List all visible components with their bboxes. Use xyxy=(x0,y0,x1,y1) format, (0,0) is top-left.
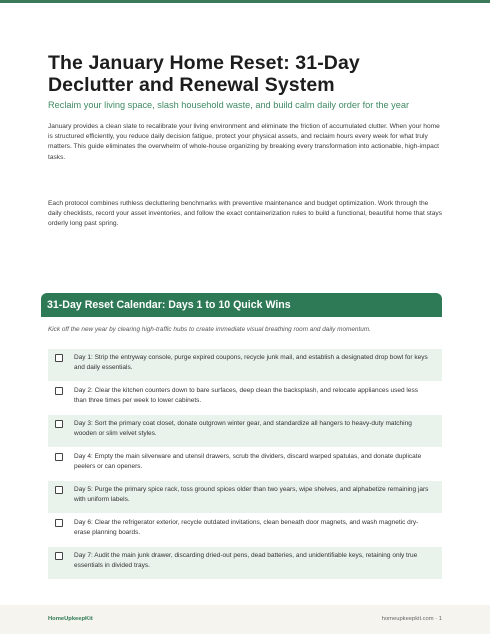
page-title: The January Home Reset: 31-Day Declutter and Renewal System xyxy=(48,52,360,96)
task-row xyxy=(48,349,442,382)
task-row xyxy=(48,382,442,415)
task-text: Day 6: Clear the refrigerator exterior, recycle outdated invitations, clean beneath door magnets, and wash magnetic dry-erase planning boards. xyxy=(74,519,419,536)
task-checkbox[interactable] xyxy=(55,354,63,362)
task-row xyxy=(48,415,442,448)
task-text: Day 3: Sort the primary coat closet, donate outgrown winter gear, and standardize all hangers to heavy-duty matching wooden or slim velvet styles. xyxy=(74,420,412,437)
intro-paragraph: January provides a clean slate to recalibrate your living environment and eliminate the friction of accumulated clutter. When your home is structured efficiently, you reduce daily decision fatigue, protect your physical assets, and reclaim hours every week for what truly matters. This guide eliminates the overwhelm of whole-house organizing by breaking every transformation into actionable, high-impact tasks. xyxy=(48,123,440,161)
method-paragraph: Each protocol combines ruthless decluttering benchmarks with preventive maintenance and budget optimization. Work through the daily checklists, record your asset inventories, and follow the exact containerization rules to build a functional, beautiful home that stays orderly long past spring. xyxy=(48,199,443,228)
task-row xyxy=(48,448,442,481)
page-subtitle: Reclaim your living space, slash household waste, and build calm daily order for the year xyxy=(48,100,410,110)
task-text: Day 2: Clear the kitchen counters down to bare surfaces, deep clean the backsplash, and relocate appliances used less than three times per week to lower cabinets. xyxy=(74,387,418,404)
section-banner xyxy=(41,293,442,317)
section-title: 31-Day Reset Calendar: Days 1 to 10 Quick Wins xyxy=(47,299,291,311)
task-row xyxy=(48,481,442,514)
task-text: Day 5: Purge the primary spice rack, toss ground spices older than two years, wipe shelves, and alphabetize remaining jars with uniform labels. xyxy=(74,486,429,503)
task-text: Day 7: Audit the main junk drawer, discarding dried-out pens, dead batteries, and unidentifiable keys, retaining only true essentials in divided trays. xyxy=(74,552,418,569)
task-checkbox[interactable] xyxy=(55,453,63,461)
footer-brand: HomeUpkeepKit xyxy=(48,616,93,622)
footer-page-info: homeupkeepkit.com · 1 xyxy=(381,616,442,622)
task-checkbox[interactable] xyxy=(55,519,63,527)
task-text: Day 4: Empty the main silverware and utensil drawers, scrub the dividers, discard warped spatulas, and donate duplicate peelers or can openers. xyxy=(74,453,422,470)
section-intro: Kick off the new year by clearing high-traffic hubs to create immediate visual breathing room and daily momentum. xyxy=(48,326,371,333)
page-footer xyxy=(0,605,490,634)
task-checkbox[interactable] xyxy=(55,486,63,494)
task-row xyxy=(48,547,442,580)
task-checkbox[interactable] xyxy=(55,552,63,560)
task-checkbox[interactable] xyxy=(55,420,63,428)
task-checkbox[interactable] xyxy=(55,387,63,395)
task-list xyxy=(48,349,442,580)
top-rule xyxy=(0,0,490,3)
document-header xyxy=(48,52,442,229)
task-row xyxy=(48,514,442,547)
task-text: Day 1: Strip the entryway console, purge expired coupons, recycle junk mail, and establish a designated drop bowl for keys and daily essentials. xyxy=(74,354,428,371)
